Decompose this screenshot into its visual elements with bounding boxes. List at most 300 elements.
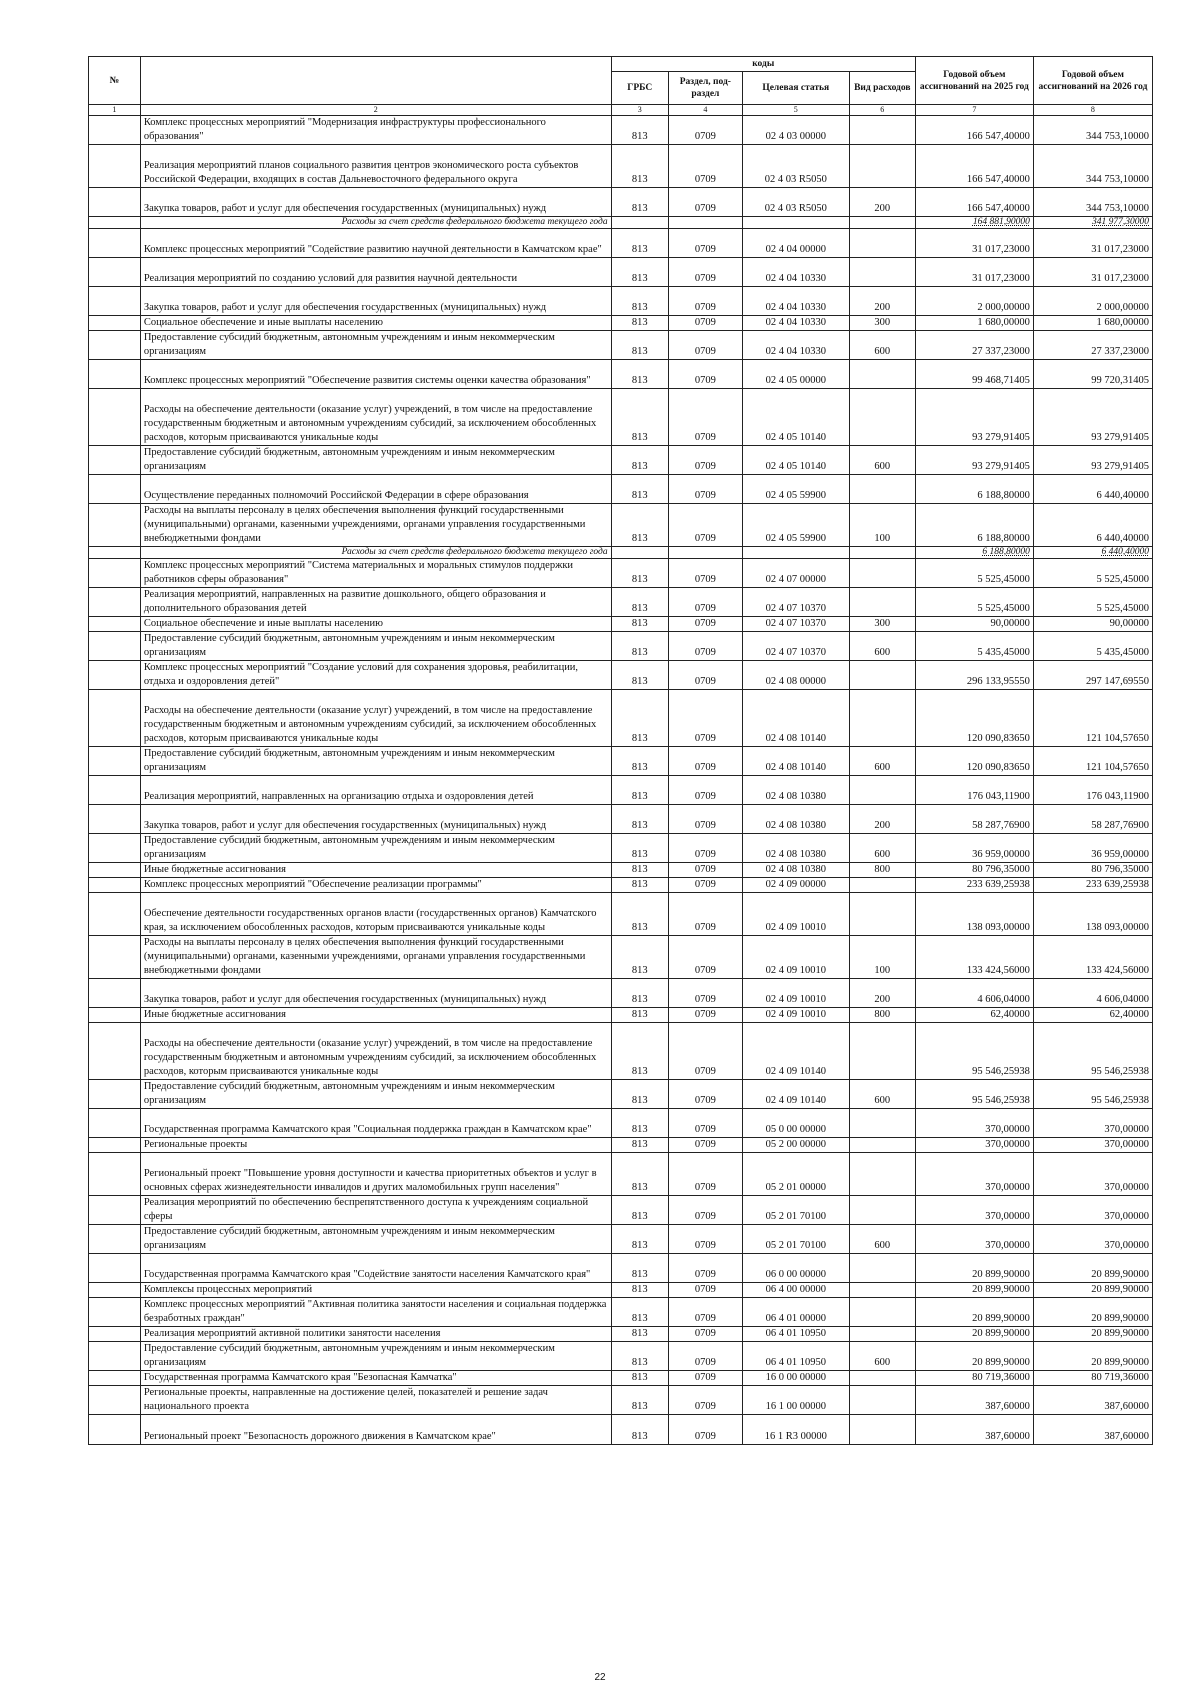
row-target-cell: 02 4 07 10370 bbox=[742, 632, 849, 661]
row-target-cell: 06 4 00 00000 bbox=[742, 1283, 849, 1298]
row-section-cell: 0709 bbox=[668, 1254, 742, 1283]
row-name-cell: Реализация мероприятий, направленных на развитие дошкольного, общего образования и дополнительного образования детей bbox=[140, 588, 611, 617]
column-number: 7 bbox=[915, 105, 1033, 116]
row-number-cell bbox=[89, 559, 141, 588]
row-volume-2025-cell: 90,00000 bbox=[915, 617, 1033, 632]
row-grbs-cell: 813 bbox=[611, 893, 668, 936]
row-name-cell: Расходы на обеспечение деятельности (оказание услуг) учреждений, в том числе на предоставление государственным бюджетным и автономным учреждениям субсидий, за исключением обособленных расходов, которым присваиваются уникальные коды bbox=[140, 1023, 611, 1080]
row-volume-2026-cell: 370,00000 bbox=[1033, 1153, 1152, 1196]
row-volume-2026-cell: 80 719,36000 bbox=[1033, 1371, 1152, 1386]
row-target-cell: 02 4 09 10010 bbox=[742, 936, 849, 979]
row-grbs-cell: 813 bbox=[611, 145, 668, 188]
table-row bbox=[89, 188, 1153, 217]
row-name-cell: Расходы на обеспечение деятельности (оказание услуг) учреждений, в том числе на предоставление государственным бюджетным и автономным учреждениям субсидий, за исключением обособленных расходов, которым присваиваются уникальные коды bbox=[140, 389, 611, 446]
row-target-cell: 02 4 04 00000 bbox=[742, 229, 849, 258]
row-volume-2026-cell: 4 606,04000 bbox=[1033, 979, 1152, 1008]
row-grbs-cell: 813 bbox=[611, 446, 668, 475]
row-section-cell: 0709 bbox=[668, 632, 742, 661]
row-volume-2026-cell: 20 899,90000 bbox=[1033, 1254, 1152, 1283]
row-section-cell: 0709 bbox=[668, 145, 742, 188]
row-number-cell bbox=[89, 878, 141, 893]
table-row bbox=[89, 1371, 1153, 1386]
table-row bbox=[89, 1196, 1153, 1225]
row-expense-type-cell bbox=[849, 1196, 915, 1225]
row-name-cell: Расходы на выплаты персоналу в целях обеспечения выполнения функций государственными (муниципальными) органами, казенными учреждениями, органами управления государственными внебюджетными фондами bbox=[140, 936, 611, 979]
column-number: 5 bbox=[742, 105, 849, 116]
row-volume-2025-cell: 2 000,00000 bbox=[915, 287, 1033, 316]
row-volume-2025-cell: 93 279,91405 bbox=[915, 446, 1033, 475]
row-volume-2026-cell: 121 104,57650 bbox=[1033, 690, 1152, 747]
table-row bbox=[89, 661, 1153, 690]
row-target-cell: 05 2 01 70100 bbox=[742, 1196, 849, 1225]
row-volume-2026-cell: 5 435,45000 bbox=[1033, 632, 1152, 661]
row-name-cell: Комплексы процессных мероприятий bbox=[140, 1283, 611, 1298]
row-grbs-cell: 813 bbox=[611, 805, 668, 834]
row-volume-2026-cell: 121 104,57650 bbox=[1033, 747, 1152, 776]
row-target-cell: 02 4 08 00000 bbox=[742, 661, 849, 690]
row-target-cell: 02 4 04 10330 bbox=[742, 331, 849, 360]
row-grbs-cell: 813 bbox=[611, 1153, 668, 1196]
row-volume-2026-cell: 95 546,25938 bbox=[1033, 1023, 1152, 1080]
row-volume-2025-cell: 5 525,45000 bbox=[915, 559, 1033, 588]
row-volume-2026-cell: 58 287,76900 bbox=[1033, 805, 1152, 834]
row-grbs-cell: 813 bbox=[611, 1342, 668, 1371]
row-volume-2025-cell: 27 337,23000 bbox=[915, 331, 1033, 360]
row-volume-2025-cell: 120 090,83650 bbox=[915, 690, 1033, 747]
table-row bbox=[89, 1153, 1153, 1196]
row-number-cell bbox=[89, 1254, 141, 1283]
row-name-cell: Предоставление субсидий бюджетным, автономным учреждениям и иным некоммерческим организациям bbox=[140, 1225, 611, 1254]
row-section-cell: 0709 bbox=[668, 805, 742, 834]
row-name-cell: Закупка товаров, работ и услуг для обеспечения государственных (муниципальных) нужд bbox=[140, 979, 611, 1008]
row-number-cell bbox=[89, 834, 141, 863]
table-row bbox=[89, 936, 1153, 979]
row-volume-2025-cell: 31 017,23000 bbox=[915, 229, 1033, 258]
table-header bbox=[89, 57, 1153, 116]
row-expense-type-cell bbox=[849, 1415, 915, 1445]
table-row bbox=[89, 1225, 1153, 1254]
row-name-cell: Комплекс процессных мероприятий "Создание условий для сохранения здоровья, реабилитации, отдыха и оздоровления детей" bbox=[140, 661, 611, 690]
row-number-cell bbox=[89, 360, 141, 389]
row-volume-2026-cell: 36 959,00000 bbox=[1033, 834, 1152, 863]
row-name-cell: Закупка товаров, работ и услуг для обеспечения государственных (муниципальных) нужд bbox=[140, 188, 611, 217]
row-grbs-cell: 813 bbox=[611, 747, 668, 776]
row-volume-2025-cell: 5 525,45000 bbox=[915, 588, 1033, 617]
row-grbs-cell: 813 bbox=[611, 258, 668, 287]
row-number-cell bbox=[89, 1153, 141, 1196]
table-row bbox=[89, 1342, 1153, 1371]
row-name-cell: Обеспечение деятельности государственных органов власти (государственных органов) Камчатского края, за исключением обособленных расходов, которым присваиваются уникальные коды bbox=[140, 893, 611, 936]
row-name-cell: Реализация мероприятий по созданию условий для развития научной деятельности bbox=[140, 258, 611, 287]
table-row bbox=[89, 1138, 1153, 1153]
table-row bbox=[89, 1254, 1153, 1283]
row-number-cell bbox=[89, 1298, 141, 1327]
row-expense-type-cell: 800 bbox=[849, 1008, 915, 1023]
row-section-cell: 0709 bbox=[668, 1008, 742, 1023]
row-number-cell bbox=[89, 258, 141, 287]
table-row bbox=[89, 632, 1153, 661]
table-row bbox=[89, 559, 1153, 588]
row-grbs-cell: 813 bbox=[611, 1327, 668, 1342]
row-volume-2025-cell: 36 959,00000 bbox=[915, 834, 1033, 863]
row-grbs-cell: 813 bbox=[611, 1298, 668, 1327]
row-target-cell: 02 4 04 10330 bbox=[742, 287, 849, 316]
row-volume-2025-cell: 138 093,00000 bbox=[915, 893, 1033, 936]
row-section-cell bbox=[668, 547, 742, 559]
row-grbs-cell: 813 bbox=[611, 229, 668, 258]
header-expense-type: Вид расходов bbox=[849, 72, 915, 105]
row-section-cell: 0709 bbox=[668, 588, 742, 617]
row-target-cell: 02 4 03 R5050 bbox=[742, 188, 849, 217]
column-number: 6 bbox=[849, 105, 915, 116]
row-section-cell: 0709 bbox=[668, 258, 742, 287]
row-section-cell: 0709 bbox=[668, 893, 742, 936]
row-volume-2026-cell: 31 017,23000 bbox=[1033, 258, 1152, 287]
row-volume-2025-cell: 176 043,11900 bbox=[915, 776, 1033, 805]
budget-sheet bbox=[88, 56, 1153, 1445]
row-grbs-cell: 813 bbox=[611, 834, 668, 863]
row-number-cell bbox=[89, 1023, 141, 1080]
row-grbs-cell bbox=[611, 217, 668, 229]
row-section-cell: 0709 bbox=[668, 1225, 742, 1254]
row-target-cell: 02 4 05 10140 bbox=[742, 446, 849, 475]
row-section-cell: 0709 bbox=[668, 316, 742, 331]
row-section-cell: 0709 bbox=[668, 188, 742, 217]
row-section-cell bbox=[668, 217, 742, 229]
row-grbs-cell: 813 bbox=[611, 936, 668, 979]
row-number-cell bbox=[89, 776, 141, 805]
row-grbs-cell: 813 bbox=[611, 1080, 668, 1109]
row-expense-type-cell bbox=[849, 116, 915, 145]
row-target-cell: 16 0 00 00000 bbox=[742, 1371, 849, 1386]
row-section-cell: 0709 bbox=[668, 690, 742, 747]
row-section-cell: 0709 bbox=[668, 1415, 742, 1445]
column-number: 3 bbox=[611, 105, 668, 116]
row-name-cell: Предоставление субсидий бюджетным, автономным учреждениям и иным некоммерческим организациям bbox=[140, 632, 611, 661]
row-grbs-cell: 813 bbox=[611, 617, 668, 632]
row-volume-2026-cell: 370,00000 bbox=[1033, 1109, 1152, 1138]
row-expense-type-cell bbox=[849, 1327, 915, 1342]
table-row bbox=[89, 1386, 1153, 1415]
row-number-cell bbox=[89, 690, 141, 747]
row-volume-2025-cell: 80 719,36000 bbox=[915, 1371, 1033, 1386]
row-expense-type-cell bbox=[849, 1153, 915, 1196]
row-expense-type-cell bbox=[849, 217, 915, 229]
row-name-cell: Комплекс процессных мероприятий "Система материальных и моральных стимулов поддержки работников сферы образования" bbox=[140, 559, 611, 588]
table-row bbox=[89, 776, 1153, 805]
row-volume-2026-cell: 2 000,00000 bbox=[1033, 287, 1152, 316]
row-target-cell: 02 4 07 10370 bbox=[742, 588, 849, 617]
row-target-cell: 02 4 08 10140 bbox=[742, 690, 849, 747]
row-target-cell bbox=[742, 547, 849, 559]
row-section-cell: 0709 bbox=[668, 1138, 742, 1153]
table-row bbox=[89, 1008, 1153, 1023]
row-expense-type-cell: 200 bbox=[849, 287, 915, 316]
row-expense-type-cell: 600 bbox=[849, 747, 915, 776]
row-number-cell bbox=[89, 893, 141, 936]
row-volume-2026-cell: 5 525,45000 bbox=[1033, 559, 1152, 588]
row-section-cell: 0709 bbox=[668, 331, 742, 360]
row-section-cell: 0709 bbox=[668, 1298, 742, 1327]
row-volume-2026-cell: 138 093,00000 bbox=[1033, 893, 1152, 936]
row-name-cell: Расходы на обеспечение деятельности (оказание услуг) учреждений, в том числе на предоставление государственным бюджетным и автономным учреждениям субсидий, за исключением обособленных расходов, которым присваиваются уникальные коды bbox=[140, 690, 611, 747]
row-grbs-cell: 813 bbox=[611, 979, 668, 1008]
row-volume-2025-cell: 20 899,90000 bbox=[915, 1283, 1033, 1298]
row-expense-type-cell bbox=[849, 258, 915, 287]
row-number-cell bbox=[89, 1225, 141, 1254]
row-name-cell: Комплекс процессных мероприятий "Обеспечение реализации программы" bbox=[140, 878, 611, 893]
row-volume-2026-cell: 95 546,25938 bbox=[1033, 1080, 1152, 1109]
row-target-cell: 02 4 07 00000 bbox=[742, 559, 849, 588]
table-row bbox=[89, 1283, 1153, 1298]
row-volume-2026-cell: 233 639,25938 bbox=[1033, 878, 1152, 893]
table-row bbox=[89, 747, 1153, 776]
row-expense-type-cell bbox=[849, 1023, 915, 1080]
row-target-cell: 02 4 04 10330 bbox=[742, 316, 849, 331]
row-grbs-cell: 813 bbox=[611, 504, 668, 547]
row-number-cell bbox=[89, 936, 141, 979]
row-name-cell: Реализация мероприятий планов социального развития центров экономического роста субъектов Российской Федерации, входящих в состав Дальневосточного федерального округа bbox=[140, 145, 611, 188]
row-expense-type-cell: 200 bbox=[849, 188, 915, 217]
row-target-cell: 02 4 08 10380 bbox=[742, 805, 849, 834]
row-volume-2026-cell: 20 899,90000 bbox=[1033, 1298, 1152, 1327]
row-section-cell: 0709 bbox=[668, 863, 742, 878]
row-grbs-cell: 813 bbox=[611, 1196, 668, 1225]
row-section-cell: 0709 bbox=[668, 559, 742, 588]
row-grbs-cell: 813 bbox=[611, 1225, 668, 1254]
row-section-cell: 0709 bbox=[668, 747, 742, 776]
table-row bbox=[89, 316, 1153, 331]
table-row bbox=[89, 116, 1153, 145]
row-number-cell bbox=[89, 229, 141, 258]
row-name-cell: Расходы на выплаты персоналу в целях обеспечения выполнения функций государственными (муниципальными) органами, казенными учреждениями, органами управления государственными внебюджетными фондами bbox=[140, 504, 611, 547]
row-name-cell: Региональный проект "Безопасность дорожного движения в Камчатском крае" bbox=[140, 1415, 611, 1445]
table-row bbox=[89, 446, 1153, 475]
row-grbs-cell: 813 bbox=[611, 116, 668, 145]
row-number-cell bbox=[89, 1008, 141, 1023]
row-volume-2026-cell: 370,00000 bbox=[1033, 1225, 1152, 1254]
row-target-cell: 02 4 09 10010 bbox=[742, 1008, 849, 1023]
table-row bbox=[89, 588, 1153, 617]
row-section-cell: 0709 bbox=[668, 229, 742, 258]
table-row bbox=[89, 1327, 1153, 1342]
row-section-cell: 0709 bbox=[668, 1109, 742, 1138]
row-volume-2026-cell: 93 279,91405 bbox=[1033, 389, 1152, 446]
row-number-cell bbox=[89, 1342, 141, 1371]
row-volume-2026-cell: 99 720,31405 bbox=[1033, 360, 1152, 389]
row-volume-2025-cell: 233 639,25938 bbox=[915, 878, 1033, 893]
column-numbers-row bbox=[89, 105, 1153, 116]
row-volume-2025-cell: 5 435,45000 bbox=[915, 632, 1033, 661]
row-number-cell bbox=[89, 389, 141, 446]
header-volume-2026: Годовой объем ассигнований на 2026 год bbox=[1033, 57, 1152, 105]
header-target: Целевая статья bbox=[742, 72, 849, 105]
row-volume-2025-cell: 296 133,95550 bbox=[915, 661, 1033, 690]
row-volume-2026-cell: 1 680,00000 bbox=[1033, 316, 1152, 331]
row-target-cell: 05 0 00 00000 bbox=[742, 1109, 849, 1138]
row-volume-2026-cell: 176 043,11900 bbox=[1033, 776, 1152, 805]
column-number: 4 bbox=[668, 105, 742, 116]
row-volume-2026-cell: 20 899,90000 bbox=[1033, 1342, 1152, 1371]
row-name-cell: Комплекс процессных мероприятий "Модернизация инфраструктуры профессионального образования" bbox=[140, 116, 611, 145]
row-section-cell: 0709 bbox=[668, 617, 742, 632]
table-row bbox=[89, 1109, 1153, 1138]
row-name-cell: Предоставление субсидий бюджетным, автономным учреждениям и иным некоммерческим организациям bbox=[140, 1342, 611, 1371]
row-expense-type-cell bbox=[849, 1254, 915, 1283]
table-row bbox=[89, 863, 1153, 878]
row-expense-type-cell: 100 bbox=[849, 504, 915, 547]
row-grbs-cell: 813 bbox=[611, 632, 668, 661]
row-volume-2026-cell: 27 337,23000 bbox=[1033, 331, 1152, 360]
row-number-cell bbox=[89, 1415, 141, 1445]
row-name-cell: Закупка товаров, работ и услуг для обеспечения государственных (муниципальных) нужд bbox=[140, 287, 611, 316]
row-volume-2026-cell: 370,00000 bbox=[1033, 1196, 1152, 1225]
row-target-cell: 02 4 08 10380 bbox=[742, 834, 849, 863]
row-volume-2025-cell: 370,00000 bbox=[915, 1138, 1033, 1153]
row-number-cell bbox=[89, 287, 141, 316]
row-target-cell: 02 4 03 R5050 bbox=[742, 145, 849, 188]
row-number-cell bbox=[89, 116, 141, 145]
row-name-cell: Иные бюджетные ассигнования bbox=[140, 863, 611, 878]
row-section-cell: 0709 bbox=[668, 1342, 742, 1371]
row-target-cell: 06 4 01 10950 bbox=[742, 1327, 849, 1342]
row-number-cell bbox=[89, 1283, 141, 1298]
row-target-cell: 06 4 01 00000 bbox=[742, 1298, 849, 1327]
row-grbs-cell: 813 bbox=[611, 1109, 668, 1138]
row-expense-type-cell: 600 bbox=[849, 1225, 915, 1254]
row-target-cell: 02 4 09 10140 bbox=[742, 1023, 849, 1080]
row-target-cell: 02 4 04 10330 bbox=[742, 258, 849, 287]
row-grbs-cell: 813 bbox=[611, 1023, 668, 1080]
row-expense-type-cell bbox=[849, 389, 915, 446]
row-number-cell bbox=[89, 188, 141, 217]
row-grbs-cell: 813 bbox=[611, 1254, 668, 1283]
row-number-cell bbox=[89, 632, 141, 661]
row-volume-2025-cell: 20 899,90000 bbox=[915, 1298, 1033, 1327]
subtotal-row bbox=[89, 547, 1153, 559]
row-volume-2026-cell: 62,40000 bbox=[1033, 1008, 1152, 1023]
row-volume-2025-cell: 370,00000 bbox=[915, 1225, 1033, 1254]
table-row bbox=[89, 258, 1153, 287]
row-grbs-cell: 813 bbox=[611, 863, 668, 878]
table-body bbox=[89, 116, 1153, 1445]
row-grbs-cell: 813 bbox=[611, 1415, 668, 1445]
row-volume-2026-cell: 93 279,91405 bbox=[1033, 446, 1152, 475]
row-expense-type-cell bbox=[849, 1371, 915, 1386]
row-volume-2025-cell: 164 881,90000 bbox=[915, 217, 1033, 229]
row-number-cell bbox=[89, 217, 141, 229]
row-number-cell bbox=[89, 805, 141, 834]
row-section-cell: 0709 bbox=[668, 1386, 742, 1415]
row-name-cell: Государственная программа Камчатского края "Социальная поддержка граждан в Камчатском крае" bbox=[140, 1109, 611, 1138]
row-volume-2025-cell: 166 547,40000 bbox=[915, 145, 1033, 188]
table-row bbox=[89, 834, 1153, 863]
row-grbs-cell: 813 bbox=[611, 1386, 668, 1415]
table-row bbox=[89, 331, 1153, 360]
row-section-cell: 0709 bbox=[668, 1327, 742, 1342]
row-name-cell: Реализация мероприятий активной политики занятости населения bbox=[140, 1327, 611, 1342]
row-name-cell: Расходы за счет средств федерального бюджета текущего года bbox=[140, 547, 611, 559]
row-name-cell: Реализация мероприятий по обеспечению беспрепятственного доступа к учреждениям социальной сферы bbox=[140, 1196, 611, 1225]
row-volume-2026-cell: 6 440,40000 bbox=[1033, 475, 1152, 504]
row-number-cell bbox=[89, 1109, 141, 1138]
header-codes: коды bbox=[611, 57, 915, 72]
row-volume-2025-cell: 93 279,91405 bbox=[915, 389, 1033, 446]
row-number-cell bbox=[89, 547, 141, 559]
row-name-cell: Региональный проект "Повышение уровня доступности и качества приоритетных объектов и услуг в основных сферах жизнедеятельности инвалидов и других маломобильных групп населения" bbox=[140, 1153, 611, 1196]
row-volume-2026-cell: 20 899,90000 bbox=[1033, 1327, 1152, 1342]
row-number-cell bbox=[89, 863, 141, 878]
row-expense-type-cell bbox=[849, 690, 915, 747]
row-number-cell bbox=[89, 1138, 141, 1153]
row-expense-type-cell bbox=[849, 776, 915, 805]
row-expense-type-cell: 600 bbox=[849, 632, 915, 661]
row-target-cell: 06 0 00 00000 bbox=[742, 1254, 849, 1283]
row-grbs-cell: 813 bbox=[611, 188, 668, 217]
row-number-cell bbox=[89, 504, 141, 547]
row-volume-2025-cell: 20 899,90000 bbox=[915, 1342, 1033, 1371]
row-section-cell: 0709 bbox=[668, 776, 742, 805]
row-name-cell: Осуществление переданных полномочий Российской Федерации в сфере образования bbox=[140, 475, 611, 504]
row-name-cell: Государственная программа Камчатского края "Содействие занятости населения Камчатского края" bbox=[140, 1254, 611, 1283]
row-name-cell: Реализация мероприятий, направленных на организацию отдыха и оздоровления детей bbox=[140, 776, 611, 805]
subtotal-row bbox=[89, 217, 1153, 229]
row-volume-2026-cell: 344 753,10000 bbox=[1033, 188, 1152, 217]
row-grbs-cell: 813 bbox=[611, 588, 668, 617]
row-expense-type-cell bbox=[849, 1386, 915, 1415]
row-name-cell: Предоставление субсидий бюджетным, автономным учреждениям и иным некоммерческим организациям bbox=[140, 747, 611, 776]
row-grbs-cell bbox=[611, 547, 668, 559]
row-number-cell bbox=[89, 1080, 141, 1109]
table-row bbox=[89, 1298, 1153, 1327]
row-number-cell bbox=[89, 661, 141, 690]
row-volume-2025-cell: 31 017,23000 bbox=[915, 258, 1033, 287]
row-volume-2025-cell: 370,00000 bbox=[915, 1196, 1033, 1225]
row-section-cell: 0709 bbox=[668, 360, 742, 389]
budget-table bbox=[88, 56, 1153, 1445]
row-target-cell: 02 4 05 10140 bbox=[742, 389, 849, 446]
row-expense-type-cell: 800 bbox=[849, 863, 915, 878]
column-number: 8 bbox=[1033, 105, 1152, 116]
row-volume-2025-cell: 95 546,25938 bbox=[915, 1080, 1033, 1109]
row-expense-type-cell: 600 bbox=[849, 331, 915, 360]
row-volume-2025-cell: 166 547,40000 bbox=[915, 116, 1033, 145]
row-grbs-cell: 813 bbox=[611, 360, 668, 389]
row-expense-type-cell: 600 bbox=[849, 1342, 915, 1371]
row-grbs-cell: 813 bbox=[611, 1138, 668, 1153]
header-num: № bbox=[89, 57, 141, 105]
row-target-cell: 06 4 01 10950 bbox=[742, 1342, 849, 1371]
row-volume-2026-cell: 387,60000 bbox=[1033, 1415, 1152, 1445]
row-expense-type-cell bbox=[849, 1138, 915, 1153]
row-grbs-cell: 813 bbox=[611, 661, 668, 690]
row-volume-2025-cell: 6 188,80000 bbox=[915, 504, 1033, 547]
row-volume-2025-cell: 20 899,90000 bbox=[915, 1254, 1033, 1283]
row-volume-2025-cell: 387,60000 bbox=[915, 1415, 1033, 1445]
row-target-cell: 05 2 01 70100 bbox=[742, 1225, 849, 1254]
row-target-cell: 02 4 09 10140 bbox=[742, 1080, 849, 1109]
row-number-cell bbox=[89, 1386, 141, 1415]
row-name-cell: Комплекс процессных мероприятий "Активная политика занятости населения и социальная поддержка безработных граждан" bbox=[140, 1298, 611, 1327]
row-name-cell: Закупка товаров, работ и услуг для обеспечения государственных (муниципальных) нужд bbox=[140, 805, 611, 834]
row-volume-2026-cell: 20 899,90000 bbox=[1033, 1283, 1152, 1298]
row-name-cell: Предоставление субсидий бюджетным, автономным учреждениям и иным некоммерческим организациям bbox=[140, 446, 611, 475]
row-volume-2026-cell: 31 017,23000 bbox=[1033, 229, 1152, 258]
row-target-cell: 02 4 08 10140 bbox=[742, 747, 849, 776]
table-row bbox=[89, 229, 1153, 258]
row-name-cell: Предоставление субсидий бюджетным, автономным учреждениям и иным некоммерческим организациям bbox=[140, 834, 611, 863]
row-volume-2026-cell: 344 753,10000 bbox=[1033, 145, 1152, 188]
